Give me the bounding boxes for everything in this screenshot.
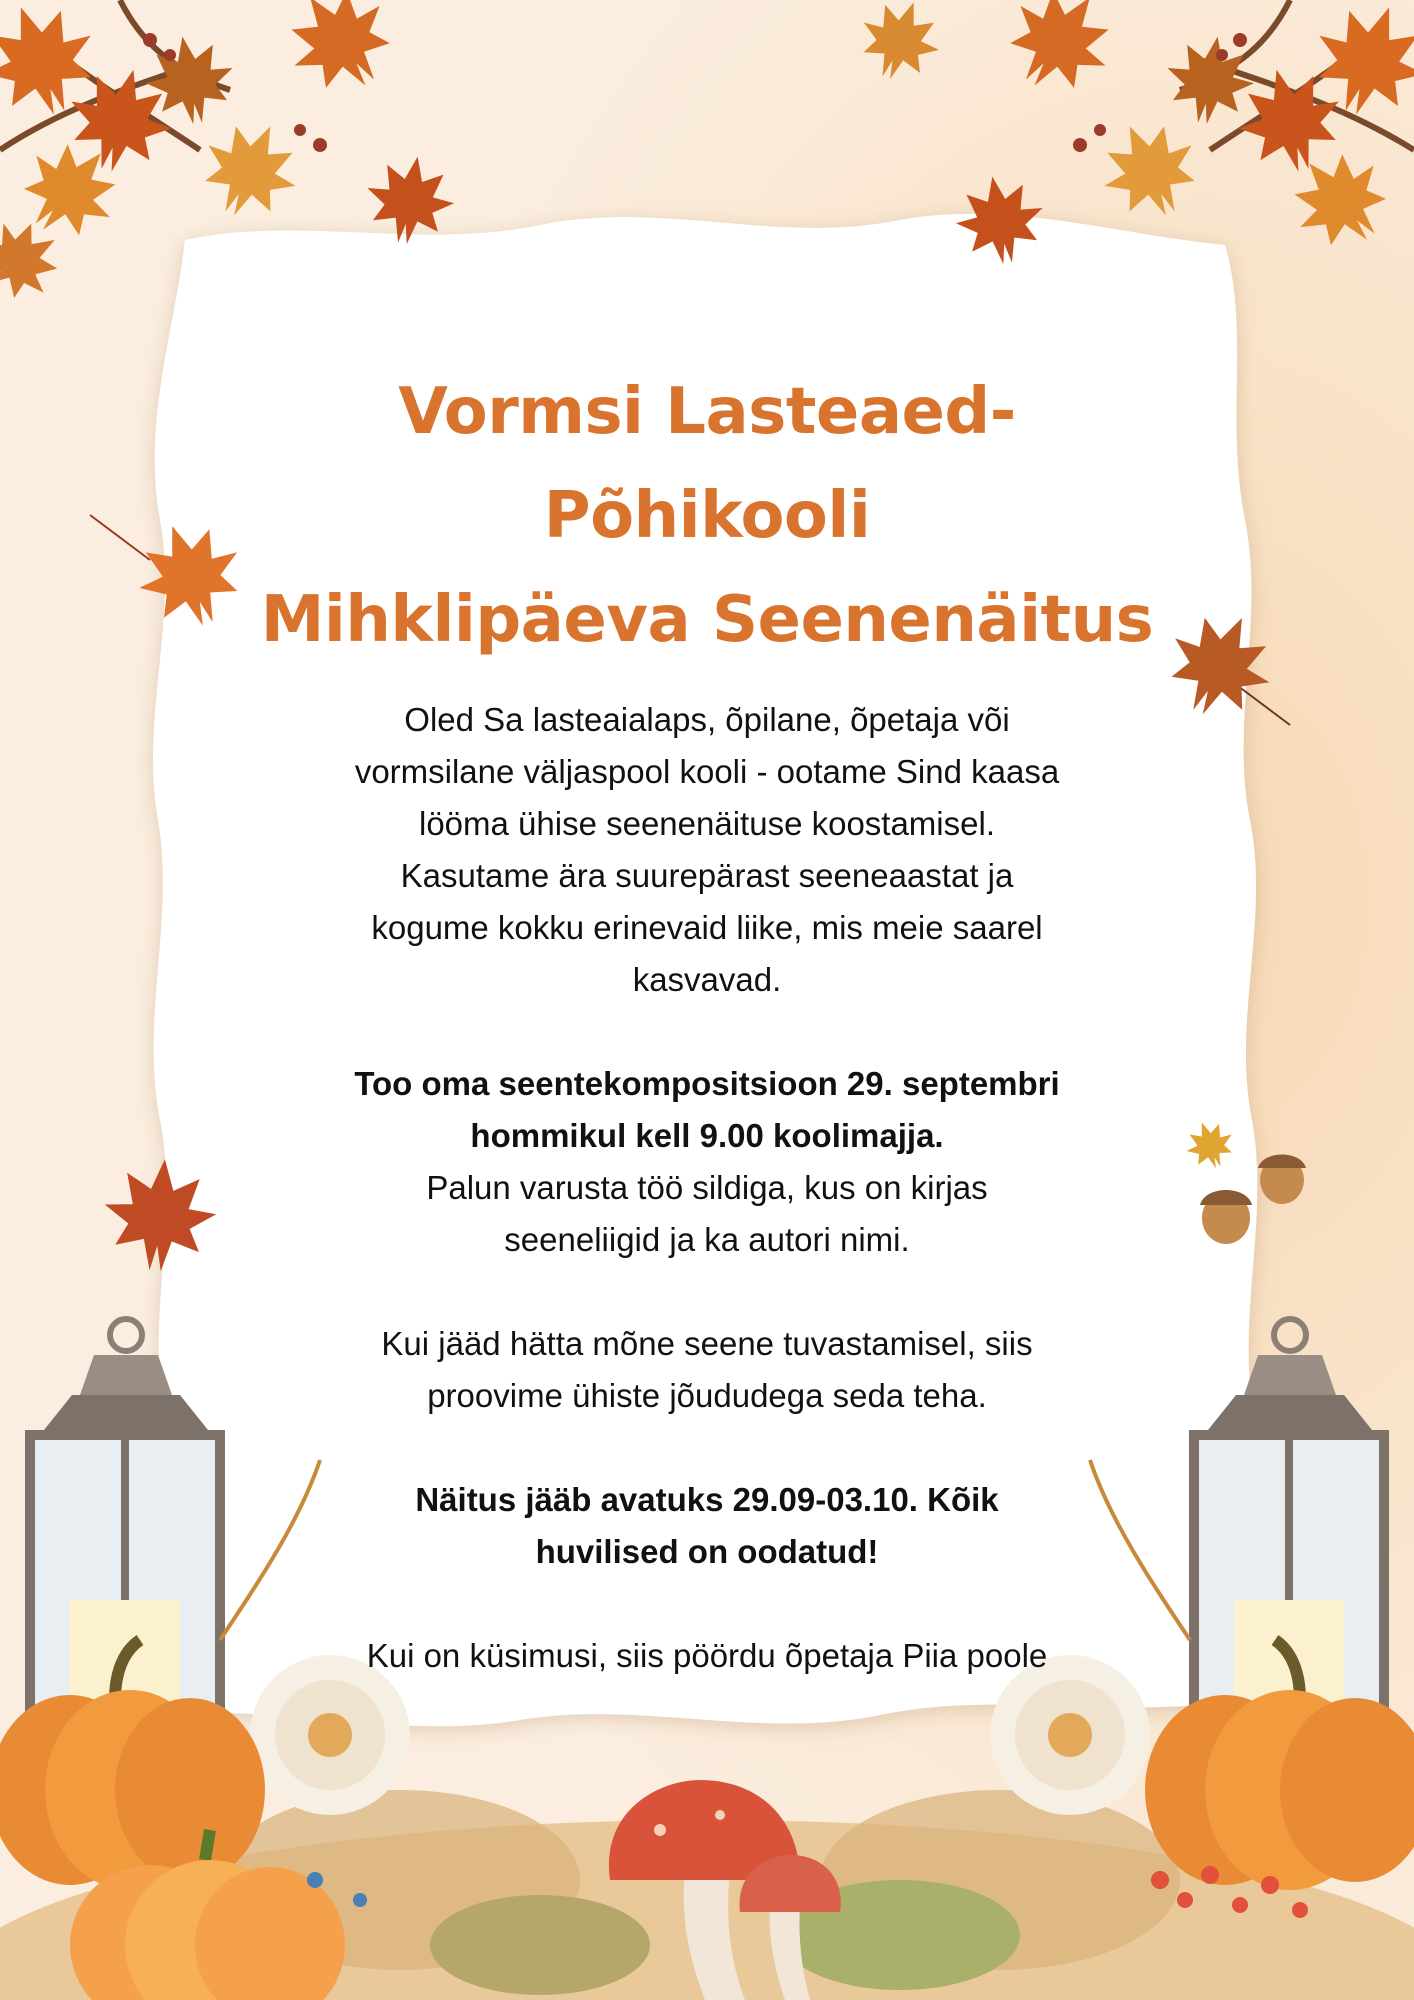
text-line: seeneliigid ja ka autori nimi. bbox=[504, 1221, 910, 1258]
intro-paragraph bbox=[260, 694, 1154, 1006]
text-line: Palun varusta töö sildiga, kus on kirjas bbox=[426, 1169, 988, 1206]
text-line: huvilised on oodatud! bbox=[535, 1533, 879, 1570]
exhibition-dates-paragraph bbox=[260, 1474, 1154, 1578]
poster-title bbox=[260, 360, 1154, 672]
text-line: Kui on küsimusi, siis pöördu õpetaja Piia poole bbox=[366, 1637, 1048, 1674]
text-line: lööma ühise seenenäituse koostamisel. bbox=[418, 805, 995, 842]
text-line: Kui jääd hätta mõne seene tuvastamisel, siis bbox=[381, 1325, 1033, 1362]
text-line: Näitus jääb avatuks 29.09-03.10. Kõik bbox=[415, 1481, 999, 1518]
text-line: Oled Sa lasteaialaps, õpilane, õpetaja või bbox=[404, 701, 1010, 738]
text-line: Too oma seentekompositsioon 29. septembri bbox=[354, 1065, 1060, 1102]
text-line: kasvavad. bbox=[632, 961, 782, 998]
text-line: Kasutame ära suurepärast seeneaastat ja bbox=[400, 857, 1014, 894]
text-line: proovime ühiste jõududega seda teha. bbox=[427, 1377, 987, 1414]
text-line: vormsilane väljaspool kooli - ootame Sind kaasa bbox=[354, 753, 1060, 790]
label-note-paragraph bbox=[260, 1162, 1154, 1266]
title-line: Mihklipäeva Seenenäitus bbox=[260, 583, 1154, 657]
text-line: hommikul kell 9.00 koolimajja. bbox=[470, 1117, 944, 1154]
poster-text bbox=[260, 360, 1154, 1682]
bring-date-paragraph bbox=[260, 1058, 1154, 1162]
title-line: Vormsi Lasteaed-Põhikooli bbox=[398, 375, 1016, 553]
help-paragraph bbox=[260, 1318, 1154, 1422]
text-line: kogume kokku erinevaid liike, mis meie saarel bbox=[371, 909, 1043, 946]
contact-paragraph bbox=[260, 1630, 1154, 1682]
